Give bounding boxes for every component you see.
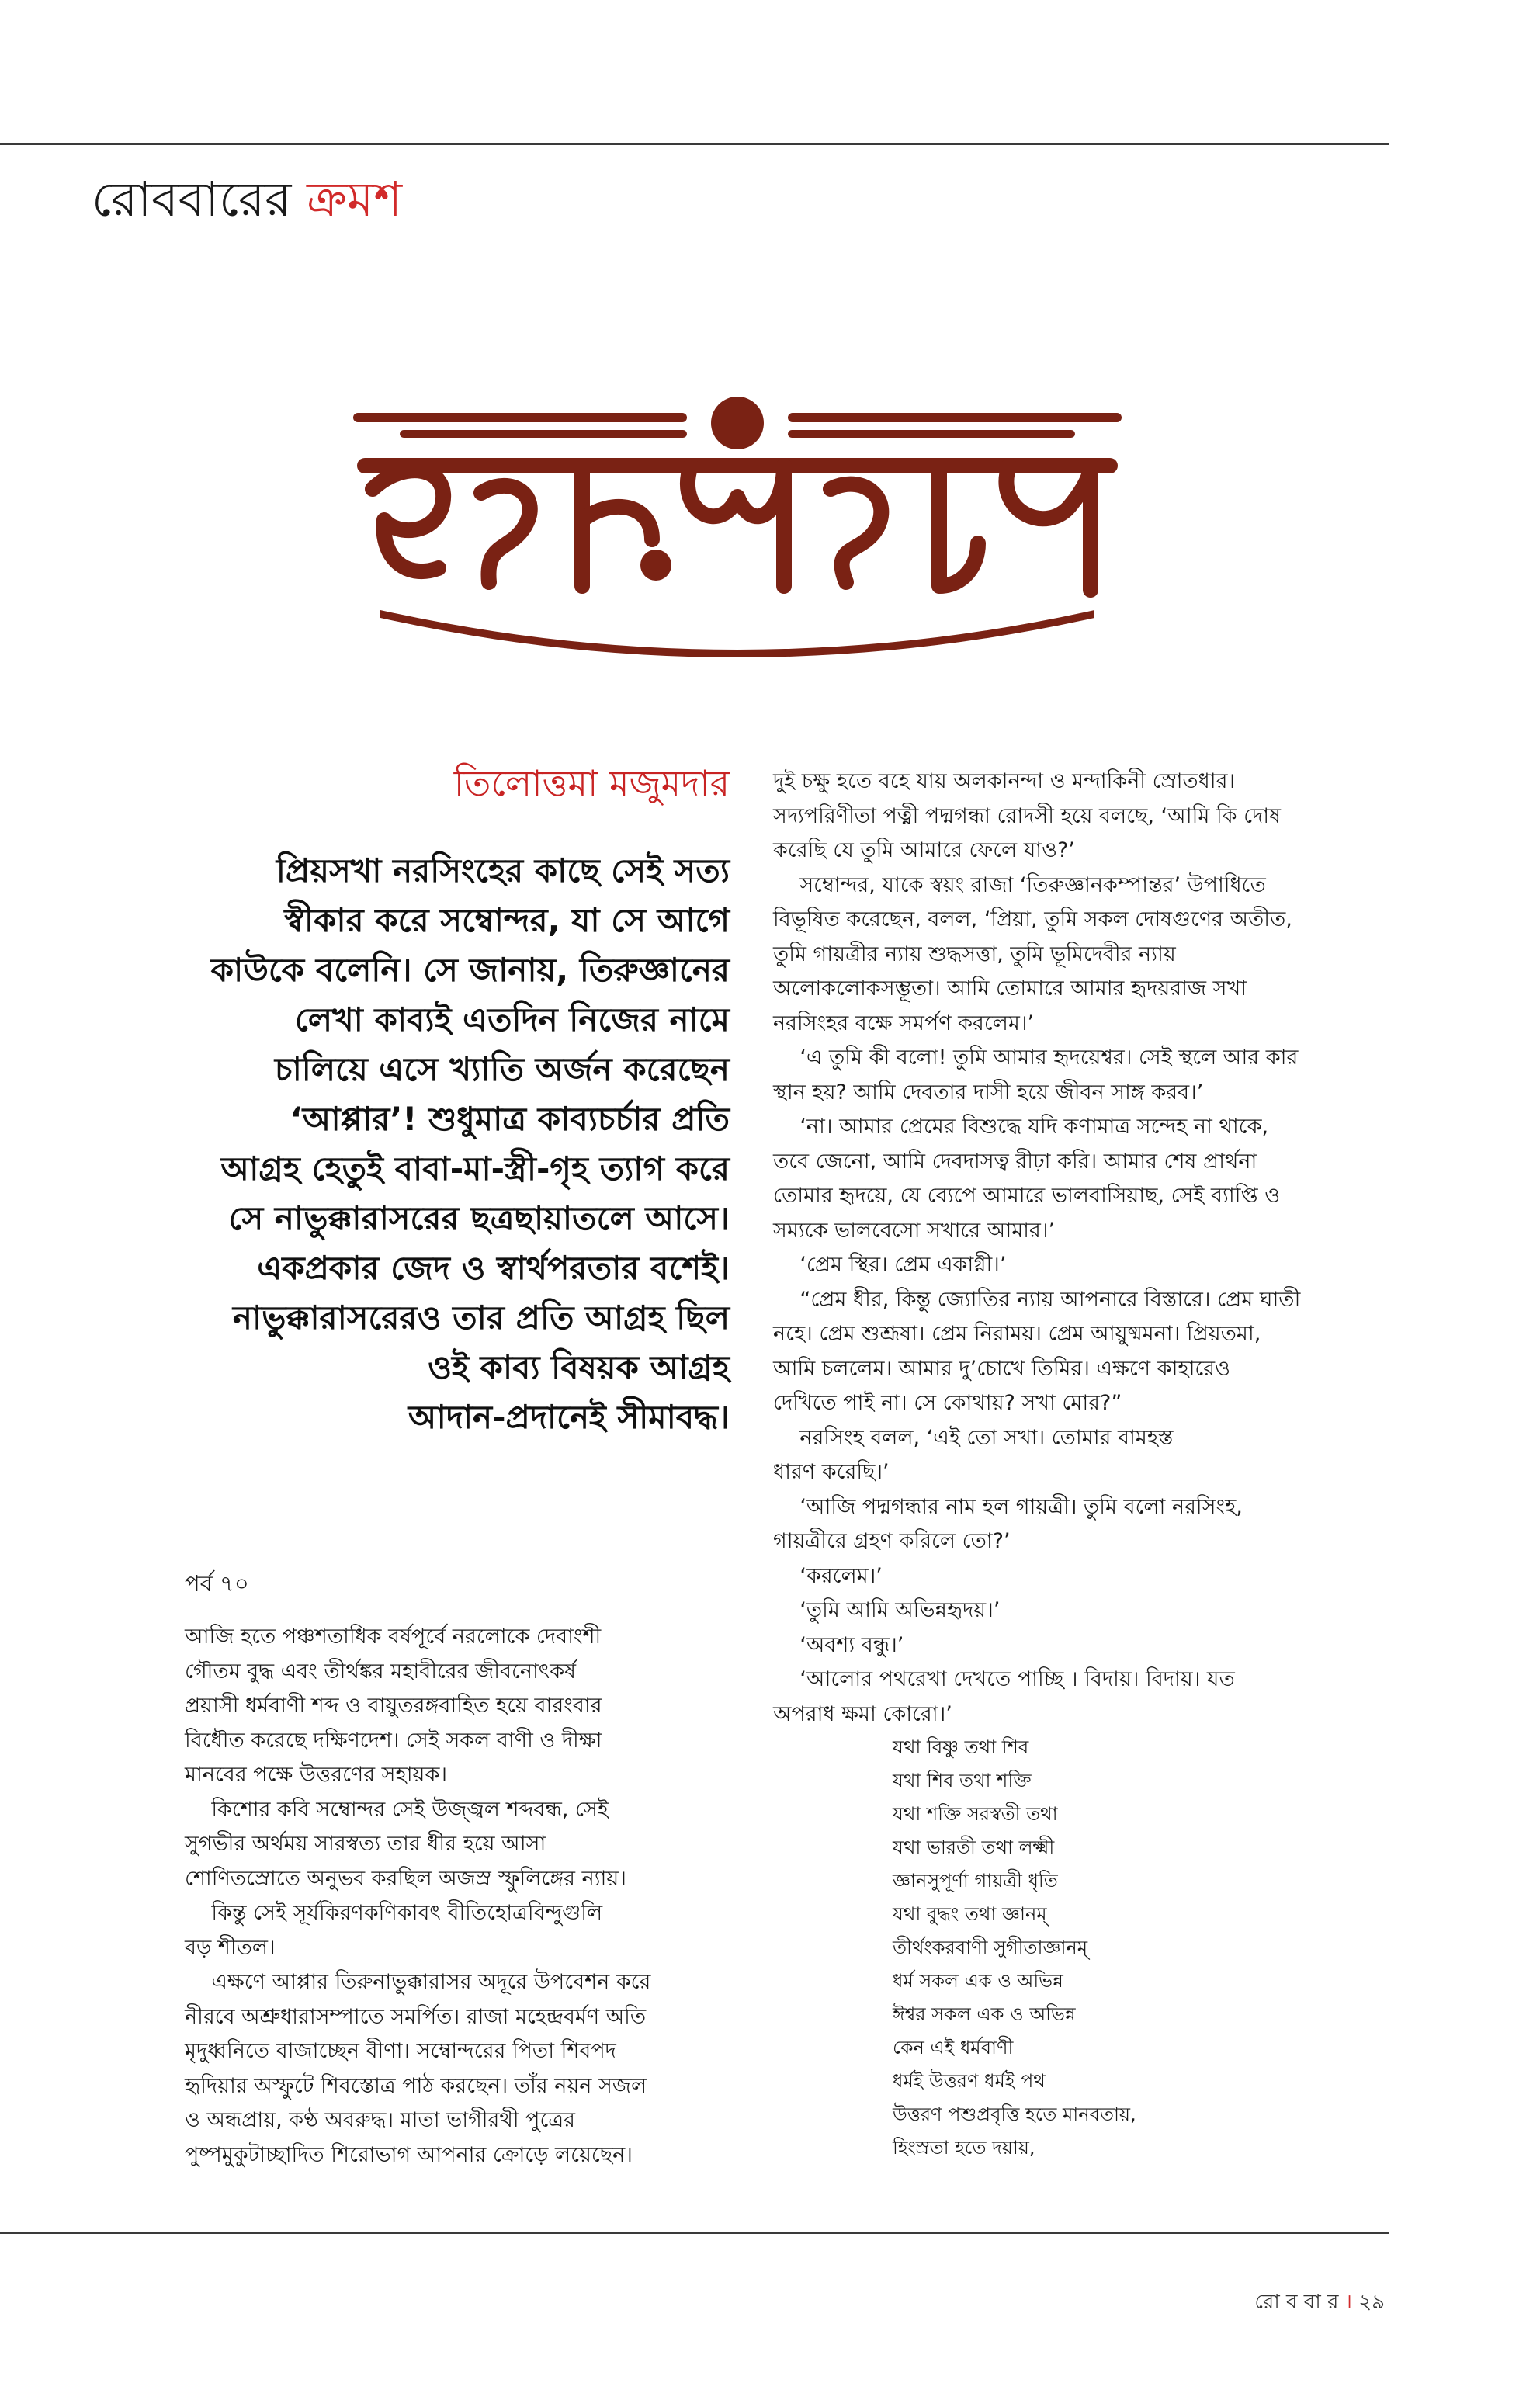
body-line: গৌতম বুদ্ধ এবং তীর্থঙ্কর মহাবীরের জীবনোৎকর্ষ <box>185 1659 576 1684</box>
body-line: নহে। প্রেম শুশ্রূষা। প্রেম নিরাময়। প্রেম আয়ুষ্মমনা। প্রিয়তমা, <box>773 1322 1261 1346</box>
body-line: অলোকলোকসম্ভূতা। আমি তোমারে আমার হৃদয়রাজ সখা <box>773 976 1247 1001</box>
body-line: মানবের পক্ষে উত্তরণের সহায়ক। <box>185 1763 447 1787</box>
body-line: ধারণ করেছি।’ <box>773 1460 890 1484</box>
page-number: ২৯ <box>1358 2291 1385 2314</box>
body-column-left <box>185 1620 728 2173</box>
verse-line: ঈশ্বর সকল এক ও অভিন্ন <box>893 2003 1076 2025</box>
body-line: সম্যকে ভালবেসো সখারে আমার।’ <box>773 1218 1056 1243</box>
section-header-accent: ক্রমশ <box>307 171 403 227</box>
pull-quote-line: একপ্রকার জেদ ও স্বার্থপরতার বশেই। <box>257 1249 730 1287</box>
serial-title-logo <box>349 388 1126 691</box>
body-line: ‘অবশ্য বন্ধু।’ <box>773 1632 904 1657</box>
body-line: নীরবে অশ্রুধারাসম্পাতে সমর্পিত। রাজা মহেন্দ্রবর্মণ অতি <box>185 2004 647 2029</box>
body-line: সম্বোন্দর, যাকে স্বয়ং রাজা ‘তিরুজ্ঞানকম্পান্তর’ উপাধিতে <box>773 872 1266 897</box>
pull-quote-line: ‘আপ্পার’! শুধুমাত্র কাব্যচর্চার প্রতি <box>290 1100 730 1138</box>
body-line: হৃদিয়ার অস্ফুটে শিবস্তোত্র পাঠ করছেন। তাঁর নয়ন সজল <box>185 2073 647 2098</box>
pull-quote-line: চালিয়ে এসে খ্যাতি অর্জন করেছেন <box>274 1050 730 1088</box>
body-line: ‘না। আমার প্রেমের বিশুদ্ধে যদি কণামাত্র সন্দেহ না থাকে, <box>773 1115 1269 1139</box>
body-line: আজি হতে পঞ্চশতাধিক বর্ষপূর্বে নরলোকে দেবাংশী <box>185 1625 602 1649</box>
section-header <box>92 163 402 243</box>
body-line: তুমি গায়ত্রীর ন্যায় শুদ্ধসত্তা, তুমি ভূমিদেবীর ন্যায় <box>773 942 1176 966</box>
body-line: গায়ত্রীরে গ্রহণ করিলে তো?’ <box>773 1529 1011 1553</box>
verse-line: যথা শিব তথা শক্তি <box>893 1770 1032 1791</box>
verse-line: যথা ভারতী তথা লক্ষ্মী <box>893 1836 1055 1858</box>
body-line: সদ্যপরিণীতা পত্নী পদ্মগন্ধা রোদসী হয়ে বলছে, ‘আমি কি দোষ <box>773 803 1281 828</box>
top-divider <box>0 143 1389 145</box>
verse-line: উত্তরণ পশুপ্রবৃত্তি হতে মানবতায়, <box>893 2103 1136 2125</box>
body-line: কিশোর কবি সম্বোন্দর সেই উজ্জ্বল শব্দবন্ধ, সেই <box>185 1797 609 1822</box>
body-line: সুগভীর অর্থময় সারস্বত্য তার ধীর হয়ে আসা <box>185 1832 546 1856</box>
verse-line: কেন এই ধর্মবাণী <box>893 2037 1014 2058</box>
body-line: দেখিতে পাই না। সে কোথায়? সখা মোর?” <box>773 1391 1122 1415</box>
verse-line: ধর্ম সকল এক ও অভিন্ন <box>893 1970 1063 1992</box>
pull-quote-line: নাভুক্কারাসরেরও তার প্রতি আগ্রহ ছিল <box>232 1299 730 1337</box>
verse-line: যথা বিষ্ণু তথা শিব <box>893 1736 1029 1758</box>
pull-quote <box>130 846 730 1442</box>
footer-magazine-name: রো ব বা র <box>1254 2291 1339 2314</box>
body-line: প্রয়াসী ধর্মবাণী শব্দ ও বায়ুতরঙ্গবাহিত হয়ে বারংবার <box>185 1694 602 1718</box>
body-line: ‘আজি পদ্মগন্ধার নাম হল গায়ত্রী। তুমি বলো নরসিংহ, <box>773 1494 1243 1519</box>
page-footer <box>1254 2286 1385 2320</box>
body-line: নরসিংহর বক্ষে সমর্পণ করলেম।’ <box>773 1011 1035 1035</box>
pull-quote-line: আদান-প্রদানেই সীমাবদ্ধ। <box>408 1398 730 1436</box>
body-line: শোণিতস্রোতে অনুভব করছিল অজস্র স্ফুলিঙ্গের ন্যায়। <box>185 1866 626 1891</box>
body-line: এক্ষণে আপ্পার তিরুনাভুক্কারাসর অদূরে উপবেশন করে <box>185 1970 651 1994</box>
body-line: বিভূষিত করেছেন, বলল, ‘প্রিয়া, তুমি সকল দোষগুণের অতীত, <box>773 907 1292 931</box>
verse-line: যথা শক্তি সরস্বতী তথা <box>893 1803 1058 1825</box>
body-line: পুষ্পমুকুটাচ্ছাদিত শিরোভাগ আপনার ক্রোড়ে লয়েছেন। <box>185 2142 633 2167</box>
body-line: অপরাধ ক্ষমা কোরো।’ <box>773 1701 952 1726</box>
body-line: করেছি যে তুমি আমারে ফেলে যাও?’ <box>773 838 1075 862</box>
body-line: ‘করলেম।’ <box>773 1563 883 1588</box>
verse-line: তীর্থংকরবাণী সুগীতাজ্ঞানম্ <box>893 1937 1088 1958</box>
body-line: দুই চক্ষু হতে বহে যায় অলকানন্দা ও মন্দাকিনী স্রোতধার। <box>773 769 1236 793</box>
pull-quote-line: লেখা কাব্যই এতদিন নিজের নামে <box>294 1001 730 1039</box>
verse-line: হিংস্রতা হতে দয়ায়, <box>893 2137 1035 2159</box>
pull-quote-line: প্রিয়সখা নরসিংহের কাছে সেই সত্য <box>276 851 730 890</box>
body-line: বিধৌত করেছে দক্ষিণদেশ। সেই সকল বাণী ও দীক্ষা <box>185 1728 602 1753</box>
verse-line: ধর্মই উত্তরণ ধর্মই পথ <box>893 2070 1046 2092</box>
body-line: তবে জেনো, আমি দেবদাসত্ব রীঢ়া করি। আমার শেষ প্রার্থনা <box>773 1149 1257 1174</box>
body-line: তোমার হৃদয়ে, যে ব্যেপে আমারে ভালবাসিয়াছ, সেই ব্যাপ্তি ও <box>773 1184 1281 1208</box>
body-line: ‘প্রেম স্থির। প্রেম একাগ্নী।’ <box>773 1253 1007 1277</box>
body-line: কিন্তু সেই সূর্যকিরণকণিকাবৎ বীতিহোত্রবিন্দুগুলি <box>185 1901 603 1925</box>
body-line: ‘আলোর পথরেখা দেখতে পাচ্ছি । বিদায়। বিদায়। যত <box>773 1667 1235 1691</box>
body-line: ও অন্ধপ্রায়, কণ্ঠ অবরুদ্ধ। মাতা ভাগীরথী পুত্রের <box>185 2108 575 2132</box>
pull-quote-line: কাউকে বলেনি। সে জানায়, তিরুজ্ঞানের <box>210 951 730 989</box>
body-line: মৃদুধ্বনিতে বাজাচ্ছেন বীণা। সম্বোন্দরের পিতা শিবপদ <box>185 2039 616 2063</box>
body-line: বড় শীতল। <box>185 1935 276 1960</box>
pull-quote-line: সে নাভুক্কারাসরের ছত্রছায়াতলে আসে। <box>228 1199 730 1237</box>
body-line: ‘তুমি আমি অভিন্নহৃদয়।’ <box>773 1598 1001 1622</box>
body-column-right <box>773 765 1386 1732</box>
body-line: নরসিংহ বলল, ‘এই তো সখা। তোমার বামহস্ত <box>773 1425 1174 1450</box>
body-line: ‘এ তুমি কী বলো! তুমি আমার হৃদয়েশ্বর। সেই স্থলে আর কার <box>773 1046 1299 1070</box>
body-line: স্থান হয়? আমি দেবতার দাসী হয়ে জীবন সাঙ্গ করব।’ <box>773 1080 1204 1105</box>
pull-quote-line: স্বীকার করে সম্বোন্দর, যা সে আগে <box>284 901 730 939</box>
section-header-prefix: রোববারের <box>92 171 307 227</box>
verse-line: যথা বুদ্ধং তথা জ্ঞানম্ <box>893 1903 1047 1925</box>
footer-separator: । <box>1344 2291 1352 2314</box>
verse-block <box>893 1731 1136 2165</box>
body-line: আমি চললেম। আমার দু’চোখে তিমির। এক্ষণে কাহারেও <box>773 1356 1230 1381</box>
bottom-divider <box>0 2232 1389 2234</box>
episode-number: পর্ব ৭০ <box>185 1570 249 1597</box>
verse-line: জ্ঞানসুপূর্ণা গায়ত্রী ধৃতি <box>893 1870 1058 1892</box>
pull-quote-line: আগ্রহ হেতুই বাবা-মা-স্ত্রী-গৃহ ত্যাগ করে <box>220 1150 730 1188</box>
pull-quote-line: ওই কাব্য বিষয়ক আগ্রহ <box>428 1348 730 1386</box>
author-name: তিলোত্তমা মজুমদার <box>453 762 730 804</box>
body-line: “প্রেম ধীর, কিন্তু জ্যোতির ন্যায় আপনারে বিস্তারে। প্রেম ঘাতী <box>773 1287 1301 1312</box>
